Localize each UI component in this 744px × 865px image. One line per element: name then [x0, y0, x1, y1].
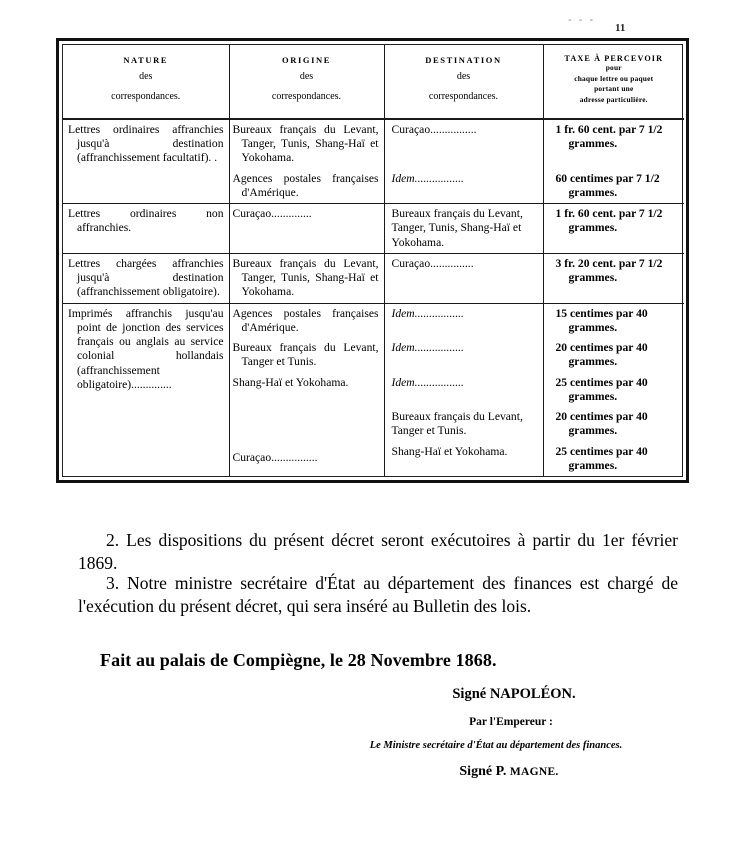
cell-destination: [384, 253, 543, 303]
header-nature-sub: des: [139, 70, 153, 82]
header-taxe-line3: chaque lettre ou paquet: [574, 73, 654, 83]
cell-taxe: [543, 407, 684, 442]
taxe-text: [544, 304, 685, 339]
destination-text: Curaçao...............: [391, 256, 474, 270]
signature-minister-name: MAGNE.: [509, 766, 559, 778]
cell-origine: [229, 303, 384, 338]
article-2: [78, 529, 678, 576]
destination-text: Bureaux français du Levant, Tanger et Tunis.: [391, 410, 523, 438]
taxe-unit: grammes.: [568, 221, 618, 235]
taxe-text: [544, 120, 685, 155]
taxe-unit: grammes.: [568, 137, 618, 150]
cell-origine: [229, 407, 384, 476]
cell-origine: [229, 373, 384, 408]
article-3-text: 3. Notre ministre secrétaire d'État au département des finances est chargé de l'exécution du présent décret, qui sera inséré au Bulletin des lois.: [78, 573, 678, 617]
header-origine-main: ORIGINE: [282, 55, 331, 65]
destination-text: Idem.................: [391, 171, 464, 185]
taxe-unit: grammes.: [568, 424, 618, 438]
destination-text: Idem.................: [391, 375, 464, 389]
taxe-unit: grammes.: [568, 355, 618, 369]
taxe-text: [544, 254, 685, 289]
origine-text: Agences postales françaises d'Amérique.: [232, 306, 379, 334]
origine-text: Shang-Haï et Yokohama.: [232, 375, 349, 389]
column-header-taxe: [543, 45, 684, 119]
destination-text: Bureaux français du Levant, Tanger, Tunis, Shang-Haï et Yokohama.: [391, 207, 523, 249]
cell-taxe: [543, 169, 684, 204]
destination-text: Curaçao................: [391, 122, 477, 136]
origine-text: Curaçao................: [232, 451, 318, 464]
header-nature-foot: correspondances.: [111, 91, 181, 103]
taxe-text: [544, 169, 685, 204]
taxe-amount: 3 fr. 20 cent. par 7 1/2: [555, 256, 663, 270]
destination-text: Idem.................: [391, 306, 464, 320]
origine-text: Curaçao..............: [232, 207, 312, 220]
cell-taxe: [543, 373, 684, 408]
nature-text: Lettres ordinaires non affranchies.: [68, 207, 224, 235]
tariff-table: [56, 38, 689, 483]
nature-text: Imprimés affranchis jusqu'au point de jonction des services français ou anglais au service colonial hollandais (affranchissement obligatoire)..............: [68, 306, 224, 391]
taxe-amount: 20 centimes par 40: [555, 410, 648, 423]
destination-text: Idem.................: [391, 341, 464, 354]
taxe-amount: 15 centimes par 40: [555, 306, 648, 320]
origine-text: Bureaux français du Levant, Tanger, Tunis, Shang-Haï et Yokohama.: [232, 256, 379, 299]
header-origine-sub: des: [299, 70, 314, 82]
signature-block: [300, 686, 692, 780]
cell-destination: [384, 204, 543, 254]
by-order-label: Par l'Empereur :: [469, 716, 553, 728]
table-body: [63, 119, 684, 476]
cell-origine: [229, 169, 384, 204]
taxe-amount: 1 fr. 60 cent. par 7 1/2: [555, 122, 663, 136]
cell-destination: [384, 169, 543, 204]
taxe-amount: 60 centimes par 7 1/2: [555, 171, 660, 185]
header-destination-main: DESTINATION: [425, 55, 502, 65]
cell-destination: [384, 338, 543, 373]
taxe-unit: grammes.: [568, 185, 618, 199]
cell-taxe: [543, 338, 684, 373]
folio-number: 11: [615, 22, 626, 34]
origine-text: Bureaux français du Levant, Tanger, Tunis, Shang-Haï et Yokohama.: [232, 122, 379, 165]
destination-text: Shang-Haï et Yokohama.: [391, 444, 508, 458]
column-header-nature: [63, 45, 229, 119]
taxe-amount: 1 fr. 60 cent. par 7 1/2: [555, 207, 663, 220]
taxe-text: [544, 204, 685, 239]
taxe-unit: grammes.: [568, 458, 618, 472]
header-nature-main: NATURE: [123, 55, 169, 65]
table-row: [63, 119, 684, 169]
cell-nature: [63, 303, 229, 476]
table-header-row: [63, 45, 684, 119]
cell-taxe: [543, 253, 684, 303]
signature-emperor: Signé NAPOLÉON.: [452, 686, 576, 702]
article-2-text: 2. Les dispositions du présent décret seront exécutoires à partir du 1er février 1869.: [78, 530, 678, 574]
header-taxe-main: TAXE À PERCEVOIR: [564, 54, 664, 63]
origine-text: Agences postales françaises d'Amérique.: [232, 171, 379, 199]
header-taxe-line5: adresse particulière.: [579, 95, 648, 105]
cell-taxe: [543, 119, 684, 169]
column-header-destination: [384, 45, 543, 119]
nature-text: Lettres ordinaires affranchies jusqu'à destination (affranchissement facultatif). .: [68, 122, 224, 165]
cell-taxe: [543, 204, 684, 254]
cell-destination: [384, 373, 543, 408]
cell-taxe: [543, 303, 684, 338]
cell-taxe: [543, 442, 684, 477]
cell-destination: [384, 407, 543, 442]
taxe-text: [544, 338, 685, 373]
cell-destination: [384, 119, 543, 169]
minister-title: Le Ministre secrétaire d'État au département des finances.: [369, 740, 623, 751]
taxe-amount: 20 centimes par 40: [555, 341, 648, 354]
cell-origine: [229, 338, 384, 373]
taxe-text: [544, 407, 685, 442]
header-destination-sub: des: [456, 70, 471, 82]
taxe-unit: grammes.: [568, 271, 618, 284]
header-taxe-line2: pour: [605, 63, 622, 72]
taxe-text: [544, 373, 685, 408]
table-row: [63, 204, 684, 254]
table-row: [63, 253, 684, 303]
article-3: [78, 572, 678, 619]
header-origine-foot: correspondances.: [271, 91, 342, 103]
taxe-text: [544, 442, 685, 477]
cell-nature: [63, 253, 229, 303]
signature-minister-prefix: Signé P.: [459, 764, 510, 779]
header-destination-foot: correspondances.: [428, 91, 499, 103]
folio-marks: - - -: [568, 14, 596, 26]
taxe-amount: 25 centimes par 40: [555, 444, 648, 458]
table-row: [63, 303, 684, 338]
column-header-origine: [229, 45, 384, 119]
cell-origine: [229, 119, 384, 169]
signature-minister: [300, 764, 692, 780]
nature-text: Lettres chargées affranchies jusqu'à destination (affranchissement obligatoire).: [68, 256, 224, 299]
page-header: [0, 6, 744, 34]
cell-origine: [229, 204, 384, 254]
taxe-unit: grammes.: [568, 320, 618, 334]
origine-text: Bureaux français du Levant, Tanger et Tunis.: [232, 341, 379, 369]
cell-destination: [384, 442, 543, 477]
header-taxe-line4: portant une: [594, 84, 634, 94]
taxe-amount: 25 centimes par 40: [555, 375, 648, 389]
cell-destination: [384, 303, 543, 338]
cell-origine: [229, 253, 384, 303]
cell-nature: [63, 119, 229, 204]
taxe-unit: grammes.: [568, 389, 618, 403]
cell-nature: [63, 204, 229, 254]
place-and-date: Fait au palais de Compiègne, le 28 Novembre 1868.: [100, 650, 497, 670]
